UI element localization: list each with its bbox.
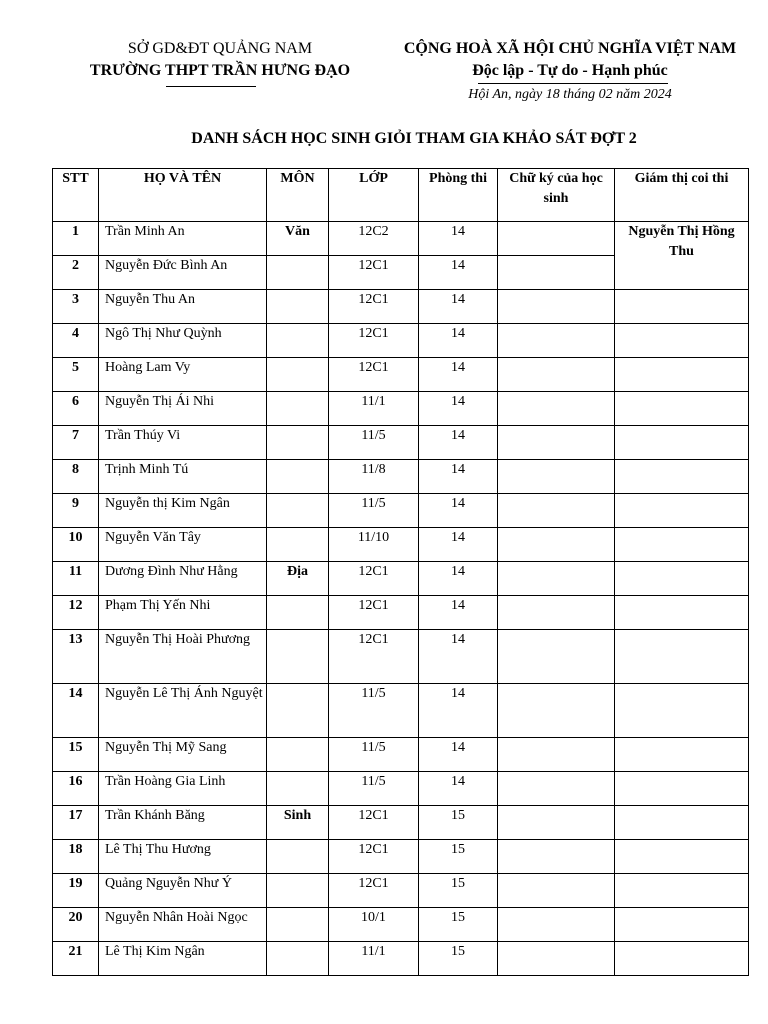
cell-room: 15 bbox=[419, 806, 498, 840]
cell-room: 14 bbox=[419, 426, 498, 460]
cell-class: 12C1 bbox=[329, 630, 419, 684]
cell-signature bbox=[498, 494, 615, 528]
cell-name: Nguyễn Lê Thị Ánh Nguyệt bbox=[99, 684, 267, 738]
cell-room: 14 bbox=[419, 630, 498, 684]
cell-class: 12C1 bbox=[329, 806, 419, 840]
cell-name: Lê Thị Thu Hương bbox=[99, 840, 267, 874]
cell-supervisor bbox=[615, 358, 749, 392]
cell-subject bbox=[267, 426, 329, 460]
cell-subject bbox=[267, 630, 329, 684]
cell-name: Trịnh Minh Tú bbox=[99, 460, 267, 494]
cell-room: 15 bbox=[419, 942, 498, 976]
cell-name: Trần Khánh Băng bbox=[99, 806, 267, 840]
cell-signature bbox=[498, 684, 615, 738]
cell-name: Trần Minh An bbox=[99, 222, 267, 256]
table-row bbox=[53, 596, 749, 630]
cell-stt: 16 bbox=[53, 772, 99, 806]
cell-name: Trần Thúy Vi bbox=[99, 426, 267, 460]
cell-signature bbox=[498, 908, 615, 942]
cell-subject bbox=[267, 392, 329, 426]
cell-supervisor bbox=[615, 908, 749, 942]
cell-subject: Văn bbox=[267, 222, 329, 256]
national-title: CỘNG HOÀ XÃ HỘI CHỦ NGHĨA VIỆT NAM bbox=[403, 40, 737, 57]
cell-class: 12C1 bbox=[329, 324, 419, 358]
cell-room: 15 bbox=[419, 908, 498, 942]
cell-stt: 21 bbox=[53, 942, 99, 976]
table-row bbox=[53, 358, 749, 392]
cell-signature bbox=[498, 426, 615, 460]
cell-class: 12C1 bbox=[329, 290, 419, 324]
table-row bbox=[53, 290, 749, 324]
cell-name: Ngô Thị Như Quỳnh bbox=[99, 324, 267, 358]
table-row bbox=[53, 392, 749, 426]
cell-room: 14 bbox=[419, 738, 498, 772]
table-row bbox=[53, 840, 749, 874]
cell-subject bbox=[267, 256, 329, 290]
cell-subject bbox=[267, 358, 329, 392]
cell-subject bbox=[267, 494, 329, 528]
cell-supervisor bbox=[615, 596, 749, 630]
table-row bbox=[53, 460, 749, 494]
cell-signature bbox=[498, 256, 615, 290]
cell-class: 12C2 bbox=[329, 222, 419, 256]
cell-room: 14 bbox=[419, 290, 498, 324]
table-row bbox=[53, 562, 749, 596]
cell-room: 14 bbox=[419, 460, 498, 494]
cell-subject bbox=[267, 772, 329, 806]
cell-stt: 2 bbox=[53, 256, 99, 290]
cell-stt: 18 bbox=[53, 840, 99, 874]
cell-stt: 7 bbox=[53, 426, 99, 460]
cell-class: 11/8 bbox=[329, 460, 419, 494]
cell-room: 14 bbox=[419, 562, 498, 596]
table-row bbox=[53, 874, 749, 908]
cell-signature bbox=[498, 222, 615, 256]
cell-subject bbox=[267, 460, 329, 494]
cell-stt: 5 bbox=[53, 358, 99, 392]
cell-subject bbox=[267, 324, 329, 358]
cell-class: 11/5 bbox=[329, 684, 419, 738]
header-name: HỌ VÀ TÊN bbox=[99, 169, 267, 222]
cell-supervisor bbox=[615, 772, 749, 806]
national-motto: Độc lập - Tự do - Hạnh phúc bbox=[472, 62, 668, 79]
header-room: Phòng thi bbox=[419, 169, 498, 222]
table-row bbox=[53, 942, 749, 976]
cell-class: 12C1 bbox=[329, 596, 419, 630]
department-name: SỞ GD&ĐT QUẢNG NAM bbox=[127, 40, 313, 57]
cell-supervisor bbox=[615, 426, 749, 460]
table-row bbox=[53, 806, 749, 840]
table-row bbox=[53, 426, 749, 460]
cell-signature bbox=[498, 806, 615, 840]
cell-room: 14 bbox=[419, 684, 498, 738]
cell-signature bbox=[498, 840, 615, 874]
cell-name: Dương Đình Như Hằng bbox=[99, 562, 267, 596]
school-name: TRƯỜNG THPT TRẦN HƯNG ĐẠO bbox=[89, 62, 351, 79]
table-row bbox=[53, 684, 749, 738]
cell-subject: Sinh bbox=[267, 806, 329, 840]
cell-class: 11/5 bbox=[329, 494, 419, 528]
header-subject: MÔN bbox=[267, 169, 329, 222]
cell-signature bbox=[498, 392, 615, 426]
cell-stt: 4 bbox=[53, 324, 99, 358]
cell-supervisor bbox=[615, 630, 749, 684]
cell-stt: 15 bbox=[53, 738, 99, 772]
cell-name: Nguyễn Nhân Hoài Ngọc bbox=[99, 908, 267, 942]
cell-subject bbox=[267, 684, 329, 738]
cell-room: 14 bbox=[419, 772, 498, 806]
table-row bbox=[53, 324, 749, 358]
cell-signature bbox=[498, 358, 615, 392]
cell-name: Lê Thị Kim Ngân bbox=[99, 942, 267, 976]
cell-supervisor bbox=[615, 840, 749, 874]
cell-class: 11/10 bbox=[329, 528, 419, 562]
cell-class: 11/5 bbox=[329, 426, 419, 460]
cell-supervisor bbox=[615, 874, 749, 908]
cell-supervisor bbox=[615, 290, 749, 324]
cell-stt: 17 bbox=[53, 806, 99, 840]
cell-subject bbox=[267, 290, 329, 324]
cell-room: 14 bbox=[419, 324, 498, 358]
cell-class: 11/1 bbox=[329, 942, 419, 976]
header-left-underline bbox=[166, 86, 256, 87]
header-right bbox=[385, 38, 755, 108]
cell-subject bbox=[267, 908, 329, 942]
cell-supervisor bbox=[615, 562, 749, 596]
cell-name: Nguyễn Thị Hoài Phương bbox=[99, 630, 267, 684]
cell-supervisor bbox=[615, 942, 749, 976]
cell-room: 14 bbox=[419, 358, 498, 392]
cell-signature bbox=[498, 324, 615, 358]
cell-room: 14 bbox=[419, 392, 498, 426]
cell-stt: 12 bbox=[53, 596, 99, 630]
cell-stt: 19 bbox=[53, 874, 99, 908]
cell-stt: 14 bbox=[53, 684, 99, 738]
table-row bbox=[53, 222, 749, 256]
cell-class: 12C1 bbox=[329, 562, 419, 596]
cell-signature bbox=[498, 562, 615, 596]
cell-stt: 6 bbox=[53, 392, 99, 426]
cell-name: Nguyễn Thị Ái Nhi bbox=[99, 392, 267, 426]
cell-supervisor bbox=[615, 494, 749, 528]
table-row bbox=[53, 528, 749, 562]
cell-stt: 20 bbox=[53, 908, 99, 942]
header-stt: STT bbox=[53, 169, 99, 222]
cell-stt: 11 bbox=[53, 562, 99, 596]
cell-signature bbox=[498, 874, 615, 908]
cell-room: 14 bbox=[419, 528, 498, 562]
student-table bbox=[52, 168, 749, 976]
cell-name: Nguyễn Thị Mỹ Sang bbox=[99, 738, 267, 772]
cell-name: Nguyễn Thu An bbox=[99, 290, 267, 324]
cell-signature bbox=[498, 772, 615, 806]
cell-room: 14 bbox=[419, 256, 498, 290]
cell-stt: 3 bbox=[53, 290, 99, 324]
cell-name: Hoàng Lam Vy bbox=[99, 358, 267, 392]
cell-name: Quảng Nguyễn Như Ý bbox=[99, 874, 267, 908]
cell-name: Nguyễn Đức Bình An bbox=[99, 256, 267, 290]
cell-signature bbox=[498, 630, 615, 684]
cell-supervisor bbox=[615, 738, 749, 772]
cell-signature bbox=[498, 596, 615, 630]
cell-subject bbox=[267, 528, 329, 562]
table-row bbox=[53, 494, 749, 528]
cell-subject: Địa bbox=[267, 562, 329, 596]
table-row bbox=[53, 738, 749, 772]
cell-supervisor bbox=[615, 460, 749, 494]
cell-supervisor bbox=[615, 684, 749, 738]
cell-stt: 9 bbox=[53, 494, 99, 528]
cell-class: 11/1 bbox=[329, 392, 419, 426]
cell-class: 12C1 bbox=[329, 840, 419, 874]
cell-name: Trần Hoàng Gia Linh bbox=[99, 772, 267, 806]
cell-room: 14 bbox=[419, 222, 498, 256]
cell-room: 14 bbox=[419, 596, 498, 630]
cell-subject bbox=[267, 840, 329, 874]
cell-stt: 8 bbox=[53, 460, 99, 494]
cell-signature bbox=[498, 942, 615, 976]
document-title: DANH SÁCH HỌC SINH GIỎI THAM GIA KHẢO SÁT ĐỢT 2 bbox=[191, 130, 637, 147]
cell-room: 15 bbox=[419, 840, 498, 874]
table-row bbox=[53, 772, 749, 806]
cell-class: 11/5 bbox=[329, 772, 419, 806]
cell-supervisor: Nguyễn Thị Hồng Thu bbox=[615, 222, 749, 290]
cell-class: 12C1 bbox=[329, 256, 419, 290]
cell-subject bbox=[267, 942, 329, 976]
cell-stt: 1 bbox=[53, 222, 99, 256]
cell-name: Phạm Thị Yến Nhi bbox=[99, 596, 267, 630]
table-row bbox=[53, 630, 749, 684]
header-right-underline bbox=[478, 83, 668, 84]
cell-subject bbox=[267, 596, 329, 630]
table-header-row bbox=[53, 169, 749, 222]
cell-stt: 13 bbox=[53, 630, 99, 684]
cell-room: 14 bbox=[419, 494, 498, 528]
header-signature: Chữ ký của học sinh bbox=[498, 169, 615, 222]
table-row bbox=[53, 908, 749, 942]
cell-room: 15 bbox=[419, 874, 498, 908]
header-class: LỚP bbox=[329, 169, 419, 222]
cell-class: 12C1 bbox=[329, 358, 419, 392]
header-supervisor: Giám thị coi thi bbox=[615, 169, 749, 222]
cell-supervisor bbox=[615, 528, 749, 562]
cell-class: 10/1 bbox=[329, 908, 419, 942]
cell-name: Nguyễn thị Kim Ngân bbox=[99, 494, 267, 528]
cell-signature bbox=[498, 290, 615, 324]
cell-class: 11/5 bbox=[329, 738, 419, 772]
cell-supervisor bbox=[615, 806, 749, 840]
cell-class: 12C1 bbox=[329, 874, 419, 908]
cell-signature bbox=[498, 460, 615, 494]
header-left bbox=[60, 38, 380, 82]
cell-subject bbox=[267, 874, 329, 908]
cell-signature bbox=[498, 528, 615, 562]
cell-supervisor bbox=[615, 324, 749, 358]
cell-name: Nguyễn Văn Tây bbox=[99, 528, 267, 562]
document-date: Hội An, ngày 18 tháng 02 năm 2024 bbox=[468, 87, 672, 102]
cell-stt: 10 bbox=[53, 528, 99, 562]
cell-supervisor bbox=[615, 392, 749, 426]
cell-subject bbox=[267, 738, 329, 772]
cell-signature bbox=[498, 738, 615, 772]
